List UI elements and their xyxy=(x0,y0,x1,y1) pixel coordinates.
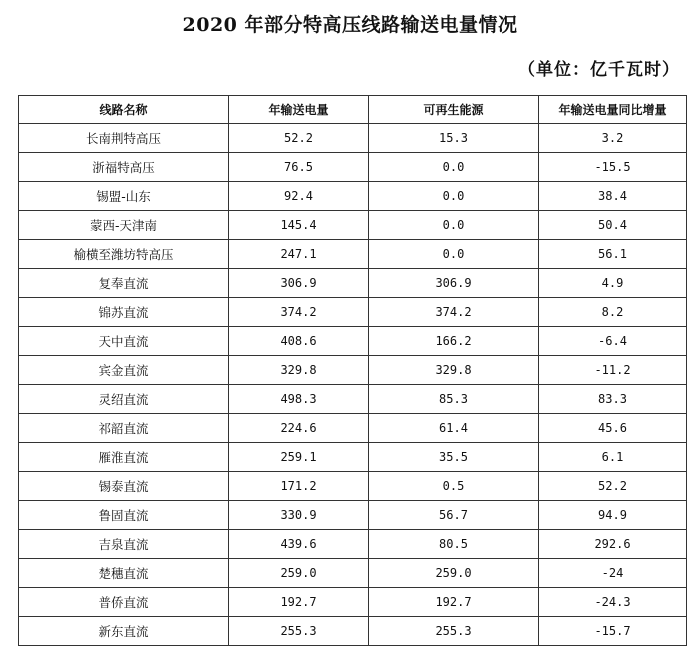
yoy-increase-cell: 3.2 xyxy=(539,124,687,153)
table-row xyxy=(19,385,687,414)
table-row xyxy=(19,414,687,443)
renewable-cell: 374.2 xyxy=(369,298,539,327)
annual-transmission-cell: 439.6 xyxy=(229,530,369,559)
line-name-cell: 吉泉直流 xyxy=(19,530,229,559)
data-table xyxy=(18,95,687,646)
line-name-cell: 宾金直流 xyxy=(19,356,229,385)
yoy-increase-cell: 45.6 xyxy=(539,414,687,443)
annual-transmission-cell: 329.8 xyxy=(229,356,369,385)
annual-transmission-cell: 192.7 xyxy=(229,588,369,617)
line-name-cell: 锡盟-山东 xyxy=(19,182,229,211)
renewable-cell: 0.0 xyxy=(369,182,539,211)
table-body xyxy=(19,124,687,646)
line-name-cell: 榆横至潍坊特高压 xyxy=(19,240,229,269)
renewable-cell: 0.5 xyxy=(369,472,539,501)
unit-label: （单位：亿千瓦时） xyxy=(518,60,680,80)
annual-transmission-cell: 255.3 xyxy=(229,617,369,646)
page-title: 2020 年部分特高压线路输送电量情况 xyxy=(182,14,518,36)
table-row xyxy=(19,182,687,211)
yoy-increase-cell: 4.9 xyxy=(539,269,687,298)
yoy-increase-cell: 56.1 xyxy=(539,240,687,269)
line-name-cell: 新东直流 xyxy=(19,617,229,646)
line-name-cell: 锦苏直流 xyxy=(19,298,229,327)
header-line-name: 线路名称 xyxy=(19,96,229,124)
renewable-cell: 0.0 xyxy=(369,240,539,269)
table-row xyxy=(19,530,687,559)
line-name-cell: 雁淮直流 xyxy=(19,443,229,472)
renewable-cell: 255.3 xyxy=(369,617,539,646)
table-row xyxy=(19,472,687,501)
yoy-increase-cell: -24.3 xyxy=(539,588,687,617)
renewable-cell: 0.0 xyxy=(369,211,539,240)
yoy-increase-cell: 50.4 xyxy=(539,211,687,240)
yoy-increase-cell: -15.5 xyxy=(539,153,687,182)
header-yoy-increase: 年输送电量同比增量 xyxy=(539,96,687,124)
line-name-cell: 鲁固直流 xyxy=(19,501,229,530)
annual-transmission-cell: 52.2 xyxy=(229,124,369,153)
header-row xyxy=(19,96,687,124)
renewable-cell: 306.9 xyxy=(369,269,539,298)
renewable-cell: 166.2 xyxy=(369,327,539,356)
header-renewable: 可再生能源 xyxy=(369,96,539,124)
annual-transmission-cell: 330.9 xyxy=(229,501,369,530)
table-row xyxy=(19,211,687,240)
annual-transmission-cell: 145.4 xyxy=(229,211,369,240)
renewable-cell: 61.4 xyxy=(369,414,539,443)
line-name-cell: 复奉直流 xyxy=(19,269,229,298)
renewable-cell: 15.3 xyxy=(369,124,539,153)
yoy-increase-cell: 38.4 xyxy=(539,182,687,211)
line-name-cell: 天中直流 xyxy=(19,327,229,356)
table-row xyxy=(19,298,687,327)
annual-transmission-cell: 247.1 xyxy=(229,240,369,269)
table-row xyxy=(19,356,687,385)
annual-transmission-cell: 306.9 xyxy=(229,269,369,298)
renewable-cell: 259.0 xyxy=(369,559,539,588)
yoy-increase-cell: 292.6 xyxy=(539,530,687,559)
line-name-cell: 蒙西-天津南 xyxy=(19,211,229,240)
annual-transmission-cell: 259.0 xyxy=(229,559,369,588)
table-row xyxy=(19,559,687,588)
table-row xyxy=(19,327,687,356)
line-name-cell: 灵绍直流 xyxy=(19,385,229,414)
table-row xyxy=(19,588,687,617)
annual-transmission-cell: 92.4 xyxy=(229,182,369,211)
annual-transmission-cell: 498.3 xyxy=(229,385,369,414)
line-name-cell: 楚穗直流 xyxy=(19,559,229,588)
annual-transmission-cell: 171.2 xyxy=(229,472,369,501)
table-row xyxy=(19,501,687,530)
line-name-cell: 长南荆特高压 xyxy=(19,124,229,153)
annual-transmission-cell: 259.1 xyxy=(229,443,369,472)
yoy-increase-cell: 83.3 xyxy=(539,385,687,414)
yoy-increase-cell: 94.9 xyxy=(539,501,687,530)
yoy-increase-cell: -15.7 xyxy=(539,617,687,646)
renewable-cell: 0.0 xyxy=(369,153,539,182)
yoy-increase-cell: -24 xyxy=(539,559,687,588)
yoy-increase-cell: 52.2 xyxy=(539,472,687,501)
table-row xyxy=(19,443,687,472)
annual-transmission-cell: 224.6 xyxy=(229,414,369,443)
table-row xyxy=(19,153,687,182)
annual-transmission-cell: 408.6 xyxy=(229,327,369,356)
line-name-cell: 浙福特高压 xyxy=(19,153,229,182)
yoy-increase-cell: -6.4 xyxy=(539,327,687,356)
line-name-cell: 祁韶直流 xyxy=(19,414,229,443)
renewable-cell: 85.3 xyxy=(369,385,539,414)
annual-transmission-cell: 374.2 xyxy=(229,298,369,327)
yoy-increase-cell: -11.2 xyxy=(539,356,687,385)
annual-transmission-cell: 76.5 xyxy=(229,153,369,182)
yoy-increase-cell: 8.2 xyxy=(539,298,687,327)
table-row xyxy=(19,124,687,153)
renewable-cell: 80.5 xyxy=(369,530,539,559)
table-row xyxy=(19,617,687,646)
yoy-increase-cell: 6.1 xyxy=(539,443,687,472)
header-annual-transmission: 年输送电量 xyxy=(229,96,369,124)
table-row xyxy=(19,240,687,269)
renewable-cell: 192.7 xyxy=(369,588,539,617)
line-name-cell: 锡泰直流 xyxy=(19,472,229,501)
renewable-cell: 329.8 xyxy=(369,356,539,385)
renewable-cell: 35.5 xyxy=(369,443,539,472)
table-row xyxy=(19,269,687,298)
renewable-cell: 56.7 xyxy=(369,501,539,530)
line-name-cell: 普侨直流 xyxy=(19,588,229,617)
